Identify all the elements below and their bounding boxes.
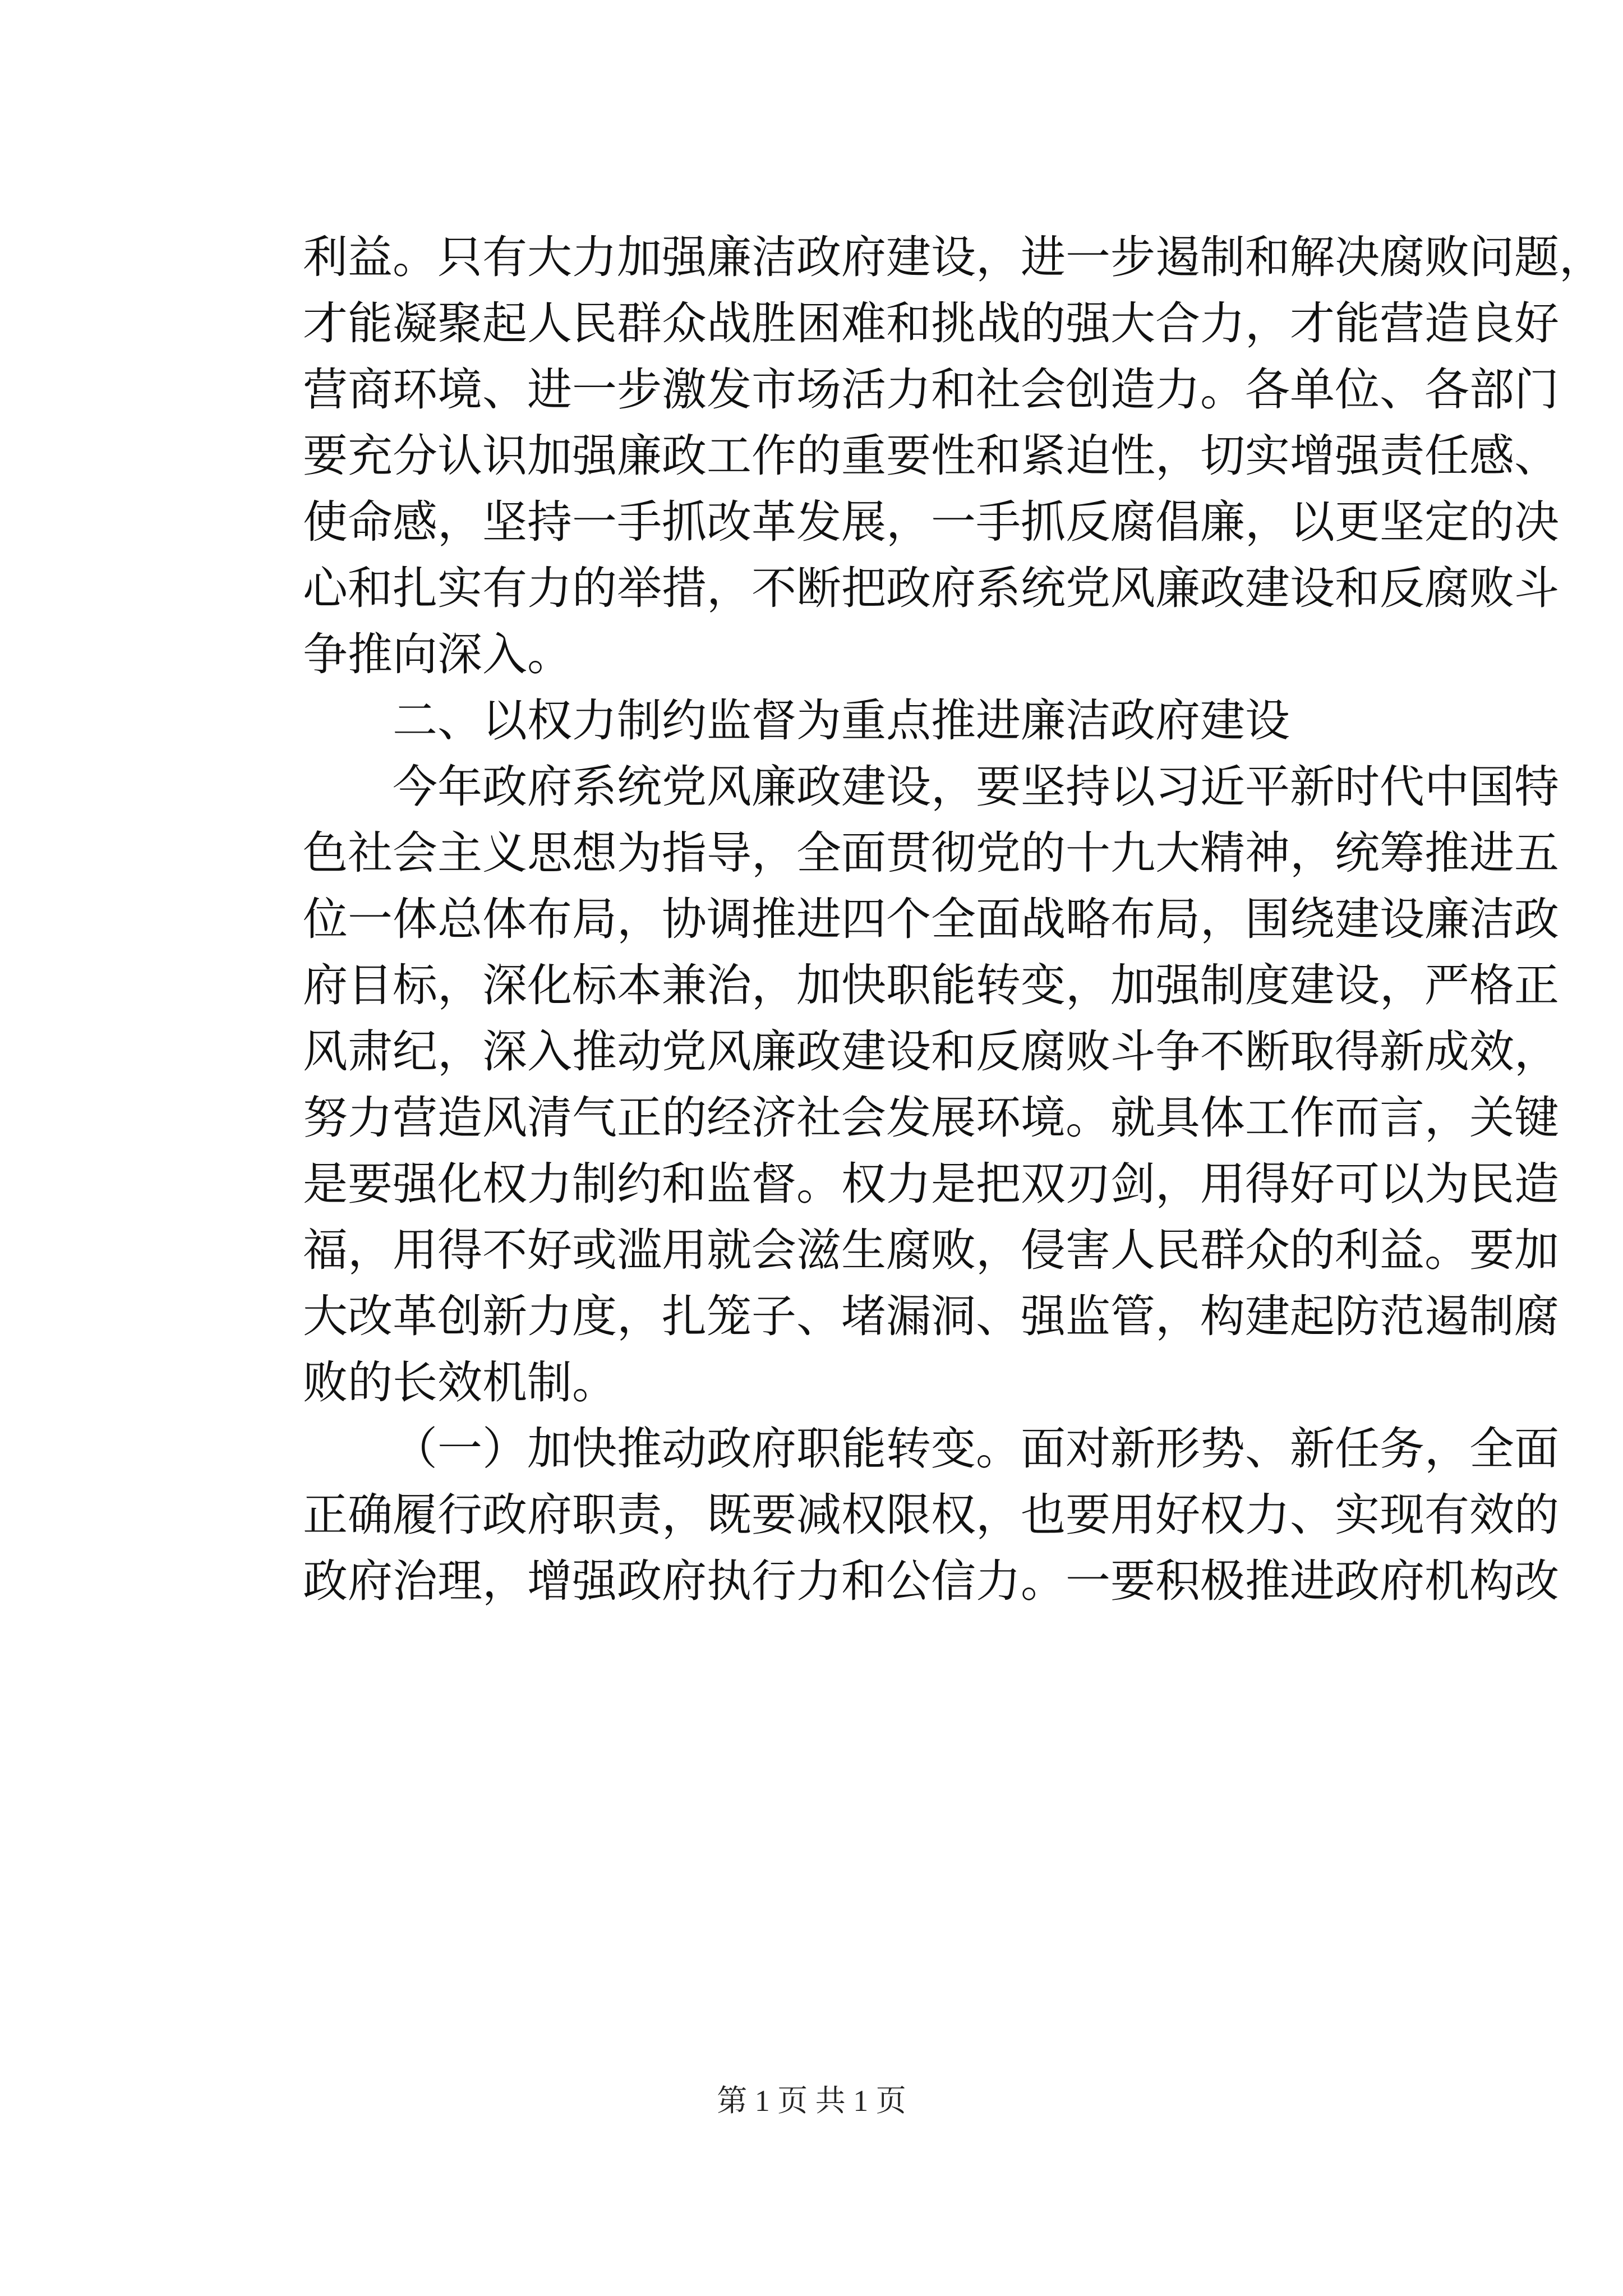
paragraph-line: 福，用得不好或滥用就会滋生腐败，侵害人民群众的利益。要加 <box>303 1224 1559 1276</box>
paragraph-line: （一）加快推动政府职能转变。面对新形势、新任务，全面 <box>393 1423 1559 1475</box>
paragraph-line: 努力营造风清气正的经济社会发展环境。就具体工作而言，关键 <box>303 1092 1559 1144</box>
paragraph-line: 营商环境、进一步激发市场活力和社会创造力。各单位、各部门 <box>303 364 1559 416</box>
paragraph-line: 争推向深入。 <box>303 628 572 680</box>
paragraph-line: 府目标，深化标本兼治，加快职能转变，加强制度建设，严格正 <box>303 959 1559 1011</box>
paragraph-line: 是要强化权力制约和监督。权力是把双刃剑，用得好可以为民造 <box>303 1158 1559 1210</box>
paragraph-line: 风肃纪，深入推动党风廉政建设和反腐败斗争不断取得新成效， <box>303 1025 1559 1078</box>
paragraph-line: 败的长效机制。 <box>303 1356 617 1409</box>
paragraph-line: 今年政府系统党风廉政建设，要坚持以习近平新时代中国特 <box>393 761 1559 813</box>
page-number-footer: 第 1 页 共 1 页 <box>717 2084 906 2118</box>
paragraph-line: 要充分认识加强廉政工作的重要性和紧迫性，切实增强责任感、 <box>303 430 1559 482</box>
document-body <box>303 224 1604 1614</box>
section-heading: 二、以权力制约监督为重点推进廉洁政府建设 <box>393 694 1290 747</box>
paragraph-line: 正确履行政府职责，既要减权限权，也要用好权力、实现有效的 <box>303 1489 1559 1541</box>
paragraph-line: 才能凝聚起人民群众战胜困难和挑战的强大合力，才能营造良好 <box>303 297 1559 349</box>
paragraph-line: 色社会主义思想为指导，全面贯彻党的十九大精神，统筹推进五 <box>303 827 1559 879</box>
paragraph-line: 大改革创新力度，扎笼子、堵漏洞、强监管，构建起防范遏制腐 <box>303 1290 1559 1342</box>
paragraph-line: 使命感，坚持一手抓改革发展，一手抓反腐倡廉，以更坚定的决 <box>303 496 1559 548</box>
paragraph-line: 利益。只有大力加强廉洁政府建设，进一步遏制和解决腐败问题， <box>303 231 1604 283</box>
paragraph-line: 位一体总体布局，协调推进四个全面战略布局，围绕建设廉洁政 <box>303 893 1559 945</box>
paragraph-line: 政府治理，增强政府执行力和公信力。一要积极推进政府机构改 <box>303 1555 1559 1607</box>
paragraph-line: 心和扎实有力的举措，不断把政府系统党风廉政建设和反腐败斗 <box>303 562 1559 614</box>
